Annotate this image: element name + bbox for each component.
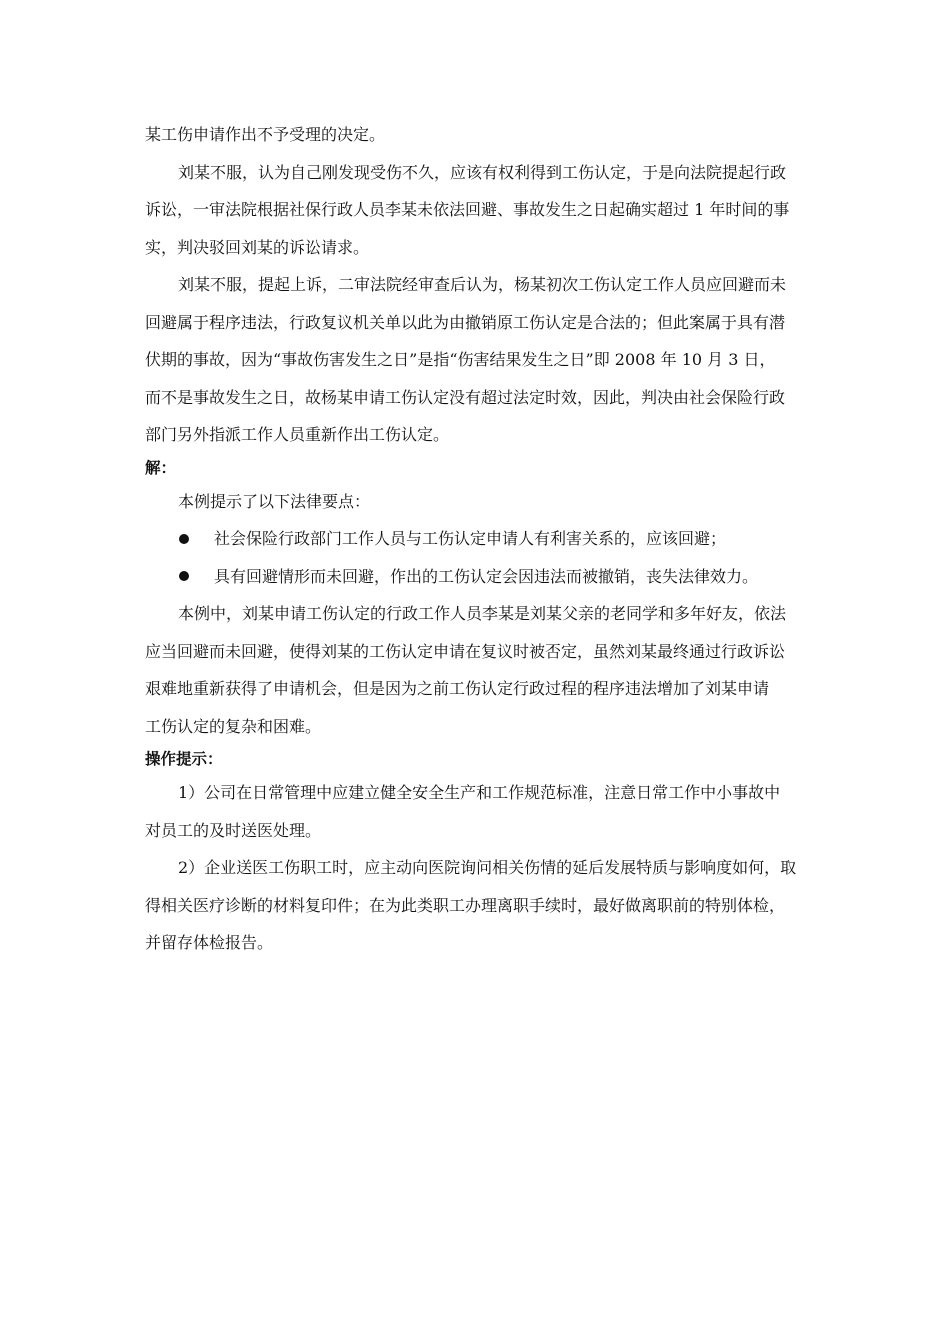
paragraph-line: 伏期的事故，因为“事故伤害发生之日”是指“伤害结果发生之日”即 2008 年 10 月 3 日， (145, 350, 776, 369)
tip-line: 对员工的及时送医处理。 (145, 820, 322, 840)
analysis-intro: 本例提示了以下法律要点： (178, 491, 371, 511)
bullet-icon (179, 571, 189, 581)
bullet-text: 具有回避情形而未回避，作出的工伤认定会因违法而被撤销，丧失法律效力。 (214, 566, 759, 586)
tip-line: 并留存体检报告。 (145, 933, 274, 952)
paragraph-line: 艰难地重新获得了申请机会，但是因为之前工伤认定行政过程的程序违法增加了刘某申请 (145, 679, 770, 698)
paragraph-line: 回避属于程序违法，行政复议机关单以此为由撤销原工伤认定是合法的；但此案属于具有潜 (145, 312, 786, 332)
paragraph-line: 某工伤申请作出不予受理的决定。 (145, 125, 386, 144)
paragraph-line: 刘某不服，提起上诉，二审法院经审查后认为，杨某初次工伤认定工作人员应回避而未 (178, 275, 787, 294)
section-heading-analysis: 解： (145, 458, 177, 477)
paragraph-line: 工伤认定的复杂和困难。 (145, 716, 322, 736)
bullet-icon (179, 534, 189, 544)
tip-line: 2）企业送医工伤职工时，应主动向医院询问相关伤情的延后发展特质与影响度如何，取 (178, 858, 797, 877)
document-page (145, 116, 810, 962)
paragraph-line: 本例中，刘某申请工伤认定的行政工作人员李某是刘某父亲的老同学和多年好友，依法 (178, 604, 787, 623)
tip-line: 1）公司在日常管理中应建立健全安全生产和工作规范标准，注意日常工作中小事故中 (178, 783, 781, 802)
paragraph-line: 而不是事故发生之日，故杨某申请工伤认定没有超过法定时效，因此，判决由社会保险行政 (145, 387, 786, 407)
bullet-item (145, 558, 810, 596)
bullet-text: 社会保险行政部门工作人员与工伤认定申请人有利害关系的，应该回避； (214, 529, 727, 548)
tip-line: 得相关医疗诊断的材料复印件；在为此类职工办理离职手续时，最好做离职前的特别体检， (145, 895, 786, 915)
paragraph-line: 应当回避而未回避，使得刘某的工伤认定申请在复议时被否定，虽然刘某最终通过行政诉讼 (145, 641, 786, 661)
bullet-item (145, 520, 810, 558)
paragraph-line: 刘某不服，认为自己刚发现受伤不久，应该有权利得到工伤认定，于是向法院提起行政 (178, 162, 787, 182)
paragraph-line: 部门另外指派工作人员重新作出工伤认定。 (145, 425, 450, 444)
paragraph-line: 诉讼，一审法院根据社保行政人员李某未依法回避、事故发生之日起确实超过 1 年时间的事 (145, 200, 790, 219)
section-heading-tips: 操作提示： (145, 750, 223, 768)
paragraph-line: 实，判决驳回刘某的诉讼请求。 (145, 237, 370, 257)
